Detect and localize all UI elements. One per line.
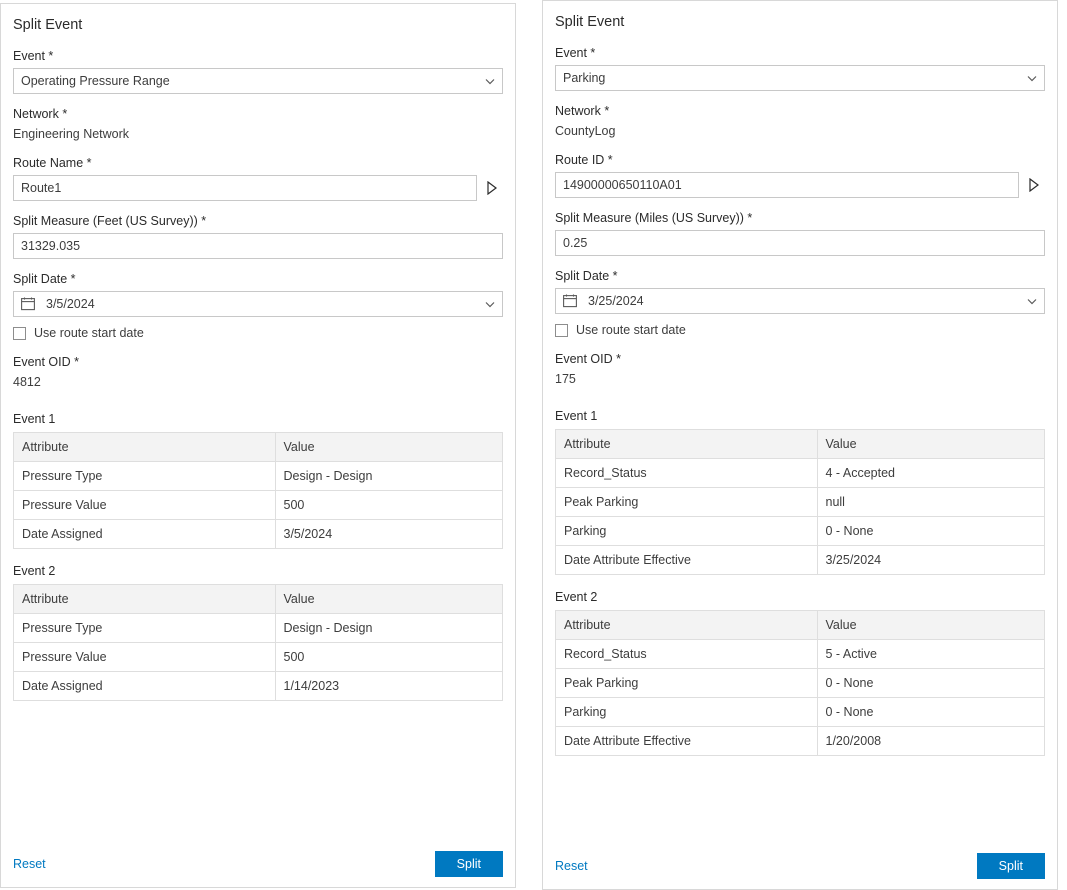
cell-attribute: Peak Parking	[556, 669, 818, 698]
cell-value: 500	[275, 491, 503, 520]
table-row	[14, 520, 503, 549]
cell-attribute: Record_Status	[556, 459, 818, 488]
split-date-input[interactable]: 3/25/2024	[555, 288, 1045, 314]
table-header-row	[14, 585, 503, 614]
use-route-start-date-label: Use route start date	[576, 323, 686, 337]
table-row	[556, 669, 1045, 698]
route-picker-icon[interactable]	[1023, 172, 1045, 198]
cell-value: 3/25/2024	[817, 546, 1045, 575]
cell-value: 500	[275, 643, 503, 672]
cell-attribute: Record_Status	[556, 640, 818, 669]
split-button[interactable]: Split	[977, 853, 1045, 879]
network-value: CountyLog	[555, 124, 616, 138]
cell-attribute: Pressure Type	[14, 614, 276, 643]
event2-table	[13, 584, 503, 701]
table-row	[556, 640, 1045, 669]
network-label: Network *	[555, 104, 610, 118]
cell-value: 5 - Active	[817, 640, 1045, 669]
cell-attribute: Parking	[556, 698, 818, 727]
column-header-value: Value	[817, 430, 1045, 459]
cell-attribute: Parking	[556, 517, 818, 546]
split-date-label: Split Date *	[13, 272, 76, 286]
table-header-row	[556, 611, 1045, 640]
column-header-attribute: Attribute	[556, 611, 818, 640]
cell-value: 0 - None	[817, 698, 1045, 727]
network-value: Engineering Network	[13, 127, 130, 141]
event1-table	[13, 432, 503, 549]
table-row	[556, 517, 1045, 546]
event-oid-value: 4812	[13, 375, 41, 389]
event-oid-value: 175	[555, 372, 576, 386]
table-row	[14, 491, 503, 520]
table-row	[14, 462, 503, 491]
calendar-icon	[563, 288, 577, 314]
column-header-attribute: Attribute	[14, 433, 276, 462]
cell-attribute: Date Attribute Effective	[556, 546, 818, 575]
use-route-start-date-row[interactable]	[13, 326, 503, 340]
network-label: Network *	[13, 107, 68, 121]
table-row	[14, 614, 503, 643]
route-input[interactable]: 14900000650110A01	[555, 172, 1019, 198]
cell-attribute: Pressure Value	[14, 643, 276, 672]
use-route-start-date-checkbox[interactable]	[13, 327, 26, 340]
event1-caption: Event 1	[13, 412, 56, 426]
route-row	[555, 172, 1045, 198]
table-row	[556, 459, 1045, 488]
event-label: Event *	[555, 46, 596, 60]
panel-title: Split Event	[555, 14, 625, 30]
route-label: Route ID *	[555, 153, 613, 167]
column-header-value: Value	[275, 585, 503, 614]
event-label: Event *	[13, 49, 54, 63]
split-measure-label: Split Measure (Feet (US Survey)) *	[13, 214, 207, 228]
column-header-value: Value	[817, 611, 1045, 640]
table-header-row	[556, 430, 1045, 459]
split-date-input[interactable]: 3/5/2024	[13, 291, 503, 317]
reset-link[interactable]: Reset	[13, 857, 46, 871]
event2-caption: Event 2	[555, 590, 598, 604]
event2-caption: Event 2	[13, 564, 56, 578]
cell-attribute: Date Assigned	[14, 672, 276, 701]
table-row	[556, 546, 1045, 575]
cell-attribute: Pressure Value	[14, 491, 276, 520]
split-date-label: Split Date *	[555, 269, 618, 283]
split-measure-input[interactable]: 0.25	[555, 230, 1045, 256]
event1-caption: Event 1	[555, 409, 598, 423]
split-event-panel-left	[0, 3, 516, 888]
route-label: Route Name *	[13, 156, 92, 170]
event2-table	[555, 610, 1045, 756]
split-date-field[interactable]	[555, 288, 1045, 314]
cell-attribute: Peak Parking	[556, 488, 818, 517]
table-row	[556, 698, 1045, 727]
use-route-start-date-label: Use route start date	[34, 326, 144, 340]
split-measure-input[interactable]: 31329.035	[13, 233, 503, 259]
use-route-start-date-row[interactable]	[555, 323, 1045, 337]
cell-value: 4 - Accepted	[817, 459, 1045, 488]
cell-value: null	[817, 488, 1045, 517]
table-row	[14, 672, 503, 701]
calendar-icon	[21, 291, 35, 317]
reset-link[interactable]: Reset	[555, 859, 588, 873]
event-select-value[interactable]: Parking	[555, 65, 1045, 91]
cell-value: 1/20/2008	[817, 727, 1045, 756]
cell-value: 3/5/2024	[275, 520, 503, 549]
event-select[interactable]	[555, 65, 1045, 91]
panel-footer	[1, 851, 515, 877]
column-header-attribute: Attribute	[14, 585, 276, 614]
cell-value: 1/14/2023	[275, 672, 503, 701]
split-event-panel-right	[542, 0, 1058, 890]
column-header-attribute: Attribute	[556, 430, 818, 459]
cell-value: Design - Design	[275, 462, 503, 491]
event-select-value[interactable]: Operating Pressure Range	[13, 68, 503, 94]
event1-table	[555, 429, 1045, 575]
split-date-field[interactable]	[13, 291, 503, 317]
route-row	[13, 175, 503, 201]
route-input[interactable]: Route1	[13, 175, 477, 201]
cell-value: 0 - None	[817, 517, 1045, 546]
panel-title: Split Event	[13, 17, 83, 33]
table-header-row	[14, 433, 503, 462]
table-row	[556, 727, 1045, 756]
event-oid-label: Event OID *	[13, 355, 79, 369]
table-row	[556, 488, 1045, 517]
panel-footer	[543, 853, 1057, 879]
cell-attribute: Date Assigned	[14, 520, 276, 549]
cell-value: 0 - None	[817, 669, 1045, 698]
cell-attribute: Pressure Type	[14, 462, 276, 491]
event-select[interactable]	[13, 68, 503, 94]
split-button[interactable]: Split	[435, 851, 503, 877]
split-measure-label: Split Measure (Miles (US Survey)) *	[555, 211, 753, 225]
event-oid-label: Event OID *	[555, 352, 621, 366]
table-row	[14, 643, 503, 672]
cell-attribute: Date Attribute Effective	[556, 727, 818, 756]
cell-value: Design - Design	[275, 614, 503, 643]
route-picker-icon[interactable]	[481, 175, 503, 201]
column-header-value: Value	[275, 433, 503, 462]
use-route-start-date-checkbox[interactable]	[555, 324, 568, 337]
